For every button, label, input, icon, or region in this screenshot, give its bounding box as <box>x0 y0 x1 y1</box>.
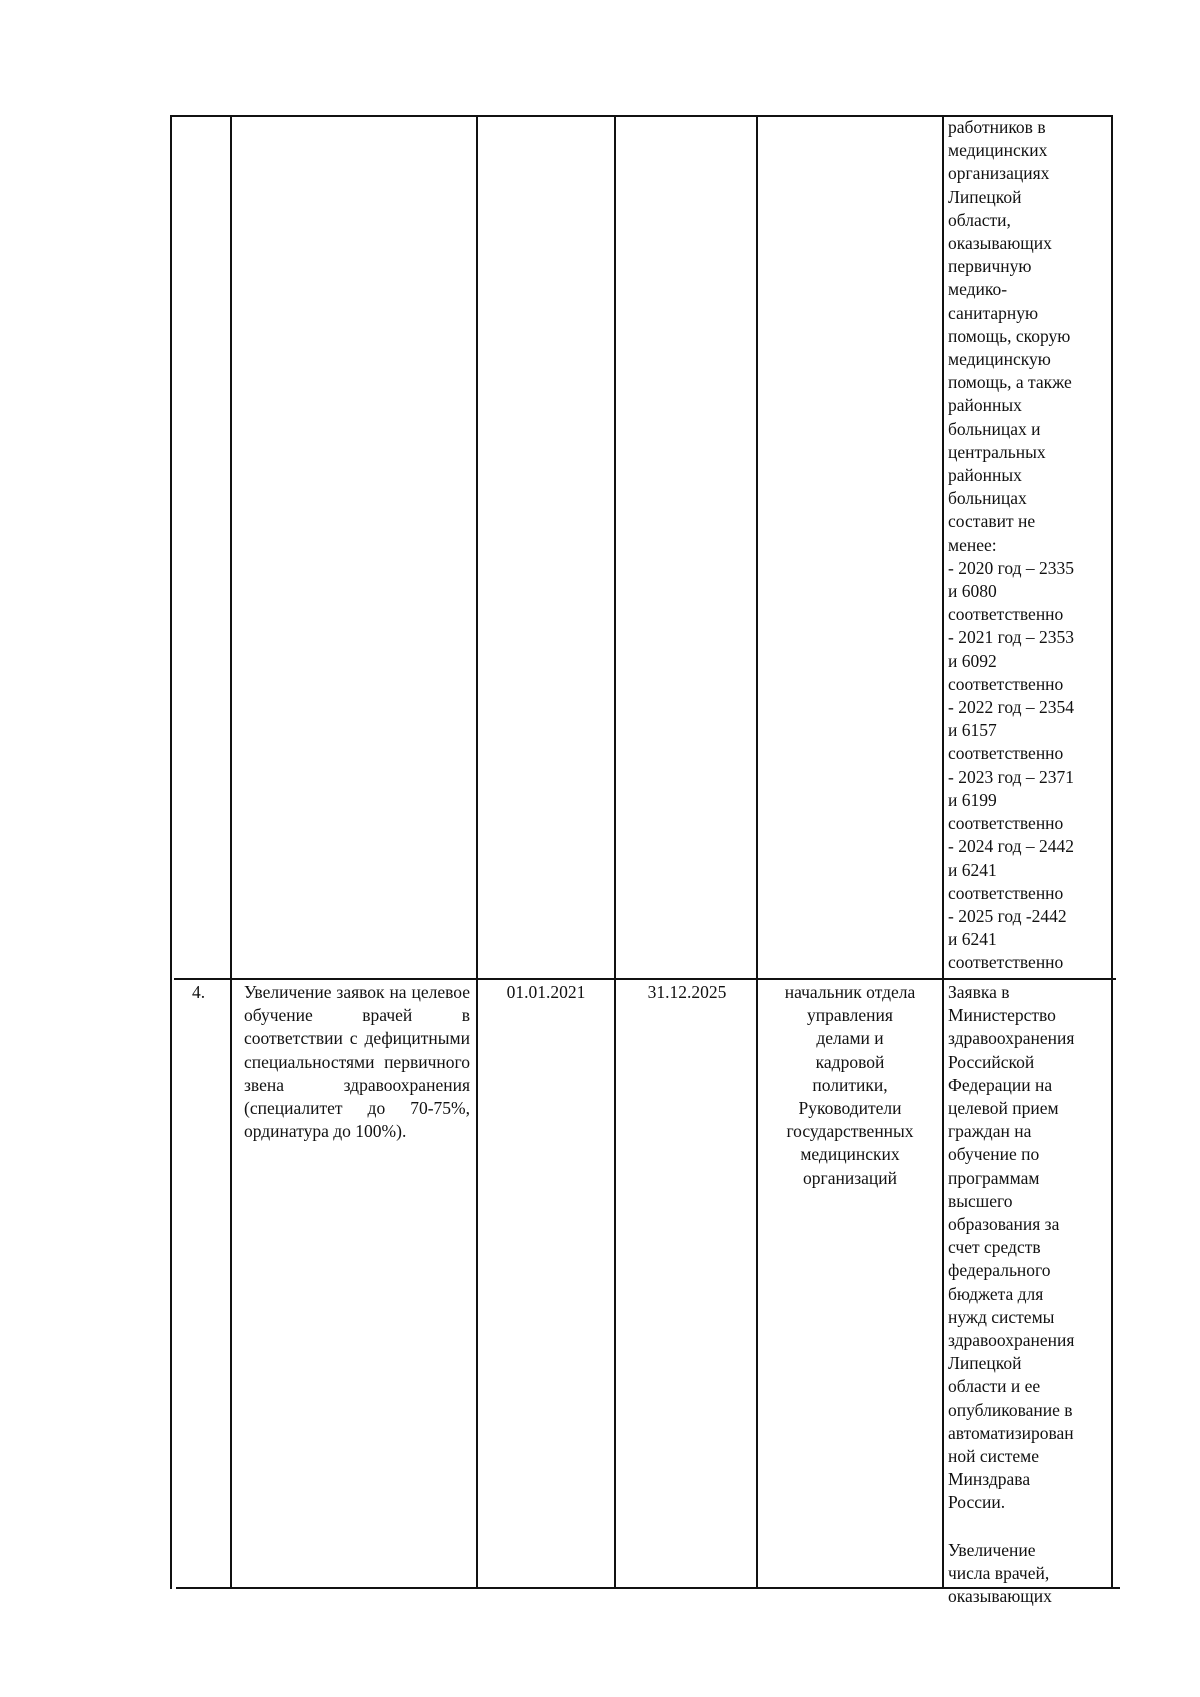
column-border-3 <box>476 115 478 1589</box>
column-border-4 <box>614 115 616 1589</box>
start-date: 01.01.2021 <box>506 982 586 1002</box>
activity-cell: Увеличение заявок на целевое обучение врачей в соответствии с дефицитными специальностями первичного звена здравоохранения (специалитет до 70-75%, ординатура до 100%). <box>244 982 470 1142</box>
row-divider <box>174 978 1116 980</box>
responsible-cell: начальник отдела управления делами и кадровой политики, Руководители государственных медицинских организаций <box>784 982 916 1188</box>
column-border-1 <box>170 115 172 1589</box>
result-text-part2: Увеличение числа врачей, оказывающих <box>948 1539 1052 1607</box>
end-date: 31.12.2025 <box>647 982 727 1002</box>
result-text-part1: Заявка в Министерство здравоохранения Российской Федерации на целевой прием граждан на обучение по программам высшего образования за счет средств федерального бюджета для нужд системы здравоохранения Липецкой области и ее опубликование в автоматизирован ной системе Минздрава России. <box>948 982 1075 1513</box>
result-cell <box>948 981 1110 1608</box>
column-border-5 <box>756 115 758 1589</box>
column-border-7 <box>1111 115 1113 1589</box>
column-border-2 <box>230 115 232 1589</box>
result-cell-continued: работников в медицинских организациях Липецкой области, оказывающих первичную медико- санитарную помощь, скорую медицинскую помощь, а также районных больницах и центральных районных больницах составит не менее: - 2020 год – 2335 и 6080 соответственно - 2021 год – 2353 и 6092 соответственно - 2022 год – 2354 и 6157 соответственно - 2023 год – 2371 и 6199 соответственно - 2024 год – 2442 и 6241 соответственно - 2025 год -2442 и 6241 соответственно <box>948 117 1074 973</box>
column-border-6 <box>942 115 944 1589</box>
row-number: 4. <box>192 982 206 1002</box>
paragraph-gap <box>948 1515 1110 1539</box>
